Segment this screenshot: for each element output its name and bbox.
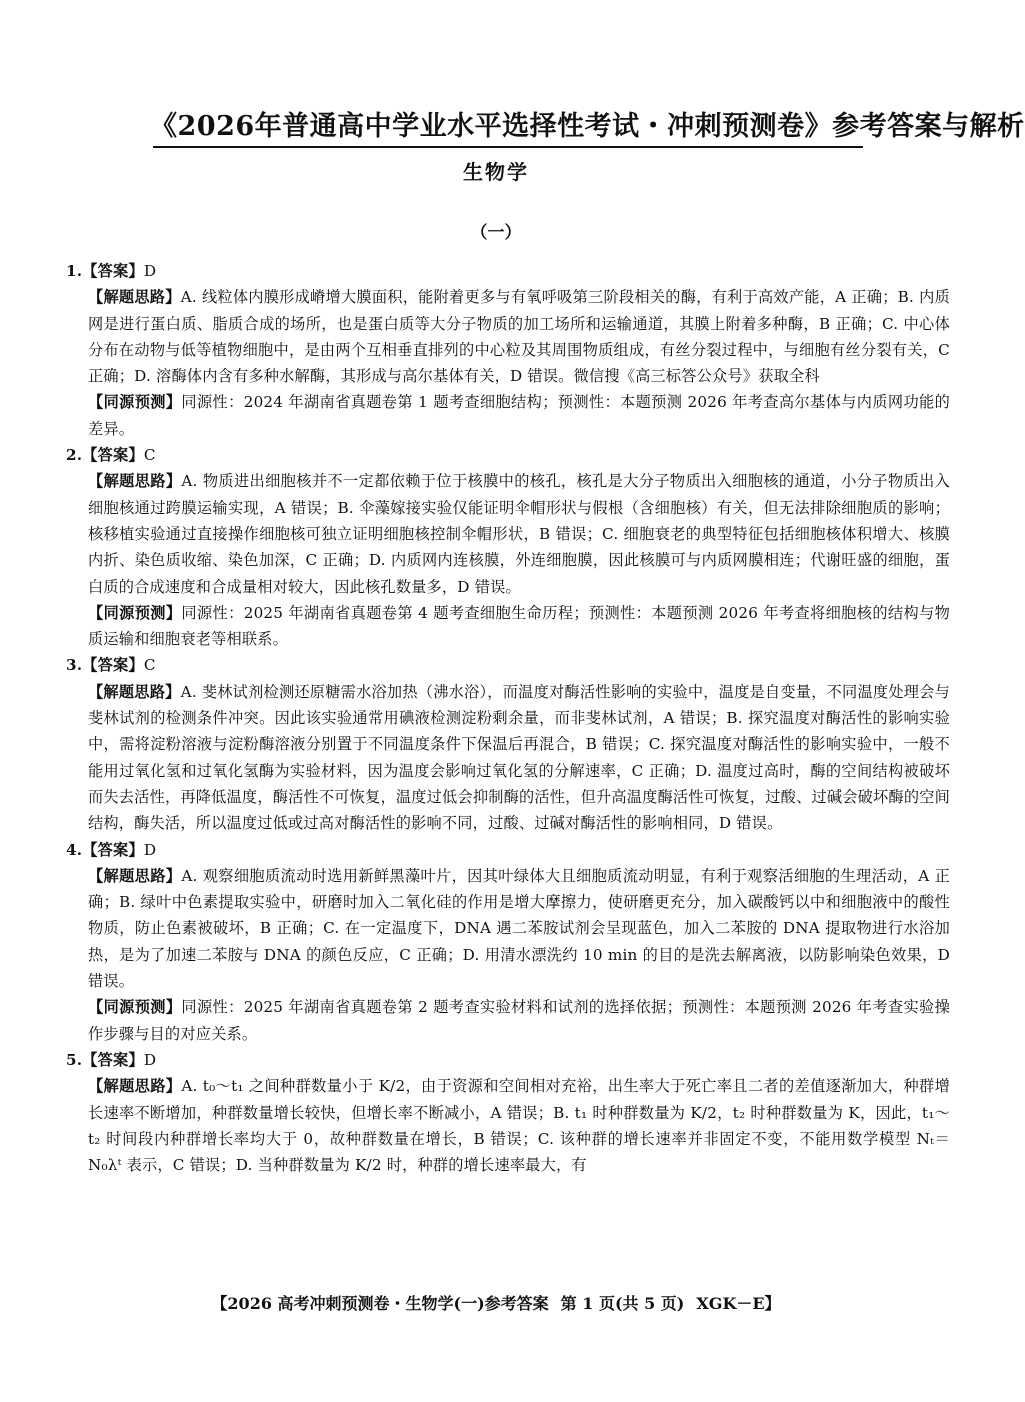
analysis-text: A. 观察细胞质流动时选用新鲜黑藻叶片，因其叶绿体大且细胞质流动明显，有利于观察活细胞的生理活动，A 正确；B. 绿叶中色素提取实验中，研磨时加入二氧化硅的作用是增大摩擦力，使研磨更充分，加入碳酸钙以中和细胞液中的酸性物质，防止色素被破坏，B 正确；C. 在一定温度下，DNA 遇二苯胺试剂会呈现蓝色，加入二苯胺的 DNA 提取物进行水浴加热，是为了加速二苯胺与 DNA 的颜色反应，C 正确；D. 用清水漂洗约 10 min 的目的是洗去解离液，以防影响染色效果，D 错误。 bbox=[88, 866, 951, 991]
prediction-label: 【同源预测】 bbox=[88, 998, 182, 1017]
analysis-label: 【解题思路】 bbox=[88, 682, 181, 701]
footer-page-number: 第 1 页(共 5 页) bbox=[560, 1294, 685, 1313]
prediction-paragraph bbox=[66, 600, 950, 653]
footer-code: XGK－E】 bbox=[696, 1294, 781, 1313]
prediction-paragraph bbox=[66, 389, 950, 442]
answer-label: 【答案】 bbox=[82, 1050, 144, 1069]
answer-value: D bbox=[143, 840, 157, 859]
prediction-paragraph bbox=[66, 994, 950, 1047]
question-4 bbox=[66, 837, 950, 1047]
subject-heading: 生物学 bbox=[463, 160, 529, 184]
analysis-text: A. 线粒体内膜形成嵴增大膜面积，能附着更多与有氧呼吸第三阶段相关的酶，有利于高效产能，A 正确；B. 内质网是进行蛋白质、脂质合成的场所，也是蛋白质等大分子物质的加工场所和运输通道，其膜上附着多种酶，B 正确；C. 中心体分布在动物与低等植物细胞中，是由两个互相垂直排列的中心粒及其周围物质组成，有丝分裂过程中，与细胞有丝分裂有关，C 正确；D. 溶酶体内含有多种水解酶，其形成与高尔基体有关，D 错误。 bbox=[88, 288, 950, 386]
prediction-text: 同源性：2025 年湖南省真题卷第 2 题考查实验材料和试剂的选择依据；预测性：本题预测 2026 年考查实验操作步骤与目的对应关系。 bbox=[88, 998, 950, 1043]
analysis-label: 【解题思路】 bbox=[88, 1077, 182, 1096]
question-number: 5. bbox=[66, 1050, 83, 1069]
analysis-label: 【解题思路】 bbox=[88, 288, 181, 307]
analysis-paragraph bbox=[66, 863, 950, 994]
watermark-text: 微信搜《高三标答公众号》获取全科 bbox=[573, 367, 820, 386]
prediction-text: 同源性：2025 年湖南省真题卷第 4 题考查细胞生命历程；预测性：本题预测 2026 年考查将细胞核的结构与物质运输和细胞衰老等相联系。 bbox=[88, 603, 950, 649]
question-5 bbox=[66, 1047, 950, 1178]
question-number: 3. bbox=[66, 656, 83, 675]
analysis-text: A. 斐林试剂检测还原糖需水浴加热（沸水浴），而温度对酶活性影响的实验中，温度是自变量，不同温度处理会与斐林试剂的检测条件冲突。因此该实验通常用碘液检测淀粉剩余量，而非斐林试剂，A 错误；B. 探究温度对酶活性的影响实验中，需将淀粉溶液与淀粉酶溶液分别置于不同温度条件下保温后再混合，B 错误；C. 探究温度对酶活性的影响实验中，一般不能用过氧化氢和过氧化氢酶为实验材料，因为温度会影响过氧化氢的分解速率，C 正确；D. 温度过高时，酶的空间结构被破坏而失去活性，再降低温度，酶活性不可恢复，温度过低会抑制酶的活性，但升高温度酶活性可恢复，过酸、过碱会破坏酶的空间结构，酶失活，所以温度过低或过高对酶活性的影响不同，过酸、过碱对酶活性的影响相同，D 错误。 bbox=[88, 682, 950, 833]
question-number: 2. bbox=[66, 446, 83, 465]
question-header bbox=[66, 837, 950, 863]
question-number: 1. bbox=[66, 262, 83, 280]
question-header bbox=[66, 652, 950, 678]
prediction-label: 【同源预测】 bbox=[88, 393, 182, 412]
analysis-paragraph bbox=[66, 284, 950, 389]
analysis-paragraph bbox=[66, 468, 950, 599]
page-title: 《2026年普通高中学业水平选择性考试・冲刺预测卷》参考答案与解析 bbox=[150, 111, 1025, 142]
question-header bbox=[66, 442, 950, 468]
question-header bbox=[66, 1047, 950, 1073]
analysis-label: 【解题思路】 bbox=[88, 866, 182, 885]
page-footer bbox=[0, 1291, 992, 1314]
answer-label: 【答案】 bbox=[82, 840, 144, 859]
prediction-text: 同源性：2024 年湖南省真题卷第 1 题考查细胞结构；预测性：本题预测 2026 年考查高尔基体与内质网功能的差异。 bbox=[88, 393, 950, 438]
answer-label: 【答案】 bbox=[82, 262, 144, 280]
question-number: 4. bbox=[66, 840, 83, 859]
analysis-text: A. t₀～t₁ 之间种群数量小于 K/2，由于资源和空间相对充裕，出生率大于死亡率且二者的差值逐渐加大，种群增长速率不断增加，种群数量增长较快，但增长率不断减小，A 错误；B. t₁ 时种群数量为 K/2，t₂ 时种群数量为 K，因此，t₁～t₂ 时间段内种群增长率均大于 0，故种群数量在增长，B 错误；C. 该种群的增长速率并非固定不变，不能用数学模型 Nₜ＝N₀λᵗ 表示，C 错误；D. 当种群数量为 K/2 时，种群的增长速率最大，有 bbox=[88, 1077, 950, 1175]
question-2 bbox=[66, 442, 950, 652]
answer-content bbox=[66, 258, 950, 1178]
prediction-label: 【同源预测】 bbox=[88, 603, 182, 622]
analysis-paragraph bbox=[66, 1073, 950, 1178]
answer-value: C bbox=[143, 446, 156, 465]
answer-label: 【答案】 bbox=[82, 446, 144, 465]
question-3 bbox=[66, 652, 950, 836]
answer-value: D bbox=[143, 262, 157, 280]
section-number: （一） bbox=[470, 223, 522, 243]
analysis-label: 【解题思路】 bbox=[88, 472, 182, 491]
footer-title: 【2026 高考冲刺预测卷・生物学(一)参考答案 bbox=[211, 1294, 549, 1313]
title-underline bbox=[153, 146, 863, 148]
question-1 bbox=[66, 258, 950, 442]
analysis-paragraph bbox=[66, 679, 950, 837]
answer-value: C bbox=[143, 656, 156, 675]
answer-label: 【答案】 bbox=[82, 656, 144, 675]
answer-value: D bbox=[143, 1050, 157, 1069]
analysis-text: A. 物质进出细胞核并不一定都依赖于位于核膜中的核孔，核孔是大分子物质出入细胞核的通道，小分子物质出入细胞核通过跨膜运输实现，A 错误；B. 伞藻嫁接实验仅能证明伞帽形状与假根（含细胞核）有关，但无法排除细胞质的影响；核移植实验通过直接操作细胞核可独立证明细胞核控制伞帽形状，B 错误；C. 细胞衰老的典型特征包括细胞核体积增大、核膜内折、染色质收缩、染色加深，C 正确；D. 内质网内连核膜，外连细胞膜，因此核膜可与内质网膜相连；代谢旺盛的细胞，蛋白质的合成速度和合成量相对较大，因此核孔数量多，D 错误。 bbox=[88, 472, 950, 596]
question-header bbox=[66, 258, 950, 284]
